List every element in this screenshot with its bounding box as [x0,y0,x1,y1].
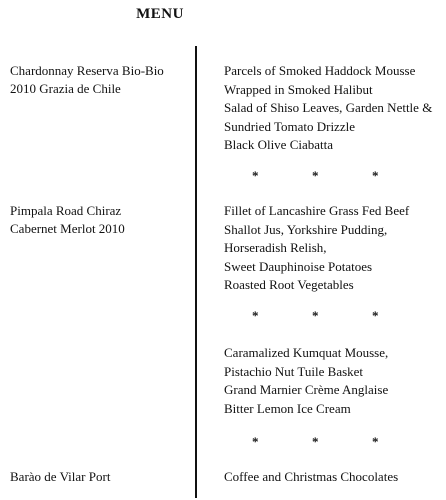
course-dessert [224,344,388,418]
course-coffee [224,468,398,487]
wine-pairing-1 [10,62,164,98]
separator-star: * [252,168,259,183]
course-line: Caramalized Kumquat Mousse, [224,345,389,360]
course-starter [224,62,432,155]
course-separator [224,168,414,182]
wine-pairing-3 [10,468,110,486]
wine-pairing-2 [10,202,125,238]
menu-title: MENU [136,6,184,22]
separator-star: * [312,168,319,183]
course-line: Salad of Shiso Leaves, Garden Nettle & [224,100,433,115]
course-line: Sweet Dauphinoise Potatoes [224,258,373,274]
course-line: Parcels of Smoked Haddock Mousse [224,63,416,78]
course-line: Black Olive Ciabatta [224,137,334,152]
wine-line: Cabernet Merlot 2010 [10,221,125,236]
separator-star: * [252,434,259,449]
course-separator [224,308,414,322]
course-line: Horseradish Relish, [224,240,327,255]
course-line: Pistachio Nut Tuile Basket [224,363,364,379]
course-line: Coffee and Christmas Chocolates [224,469,399,484]
course-line: Wrapped in Smoked Halibut [224,81,373,97]
separator-star: * [372,308,379,323]
separator-star: * [372,168,379,183]
course-line: Grand Marnier Crème Anglaise [224,382,389,397]
column-divider [195,46,197,498]
course-line: Bitter Lemon Ice Cream [224,400,351,416]
course-main [224,202,409,295]
separator-star: * [312,308,319,323]
separator-star: * [372,434,379,449]
wine-line: Pimpala Road Chiraz [10,203,122,218]
wine-line: 2010 Grazia de Chile [10,81,121,96]
separator-star: * [312,434,319,449]
separator-star: * [252,308,259,323]
wine-line: Chardonnay Reserva Bio-Bio [10,63,164,78]
course-separator [224,434,414,448]
wine-line: Barào de Vilar Port [10,469,111,484]
course-line: Sundried Tomato Drizzle [224,118,355,134]
course-line: Fillet of Lancashire Grass Fed Beef [224,203,410,218]
course-line: Roasted Root Vegetables [224,277,354,292]
course-line: Shallot Jus, Yorkshire Pudding, [224,221,388,237]
